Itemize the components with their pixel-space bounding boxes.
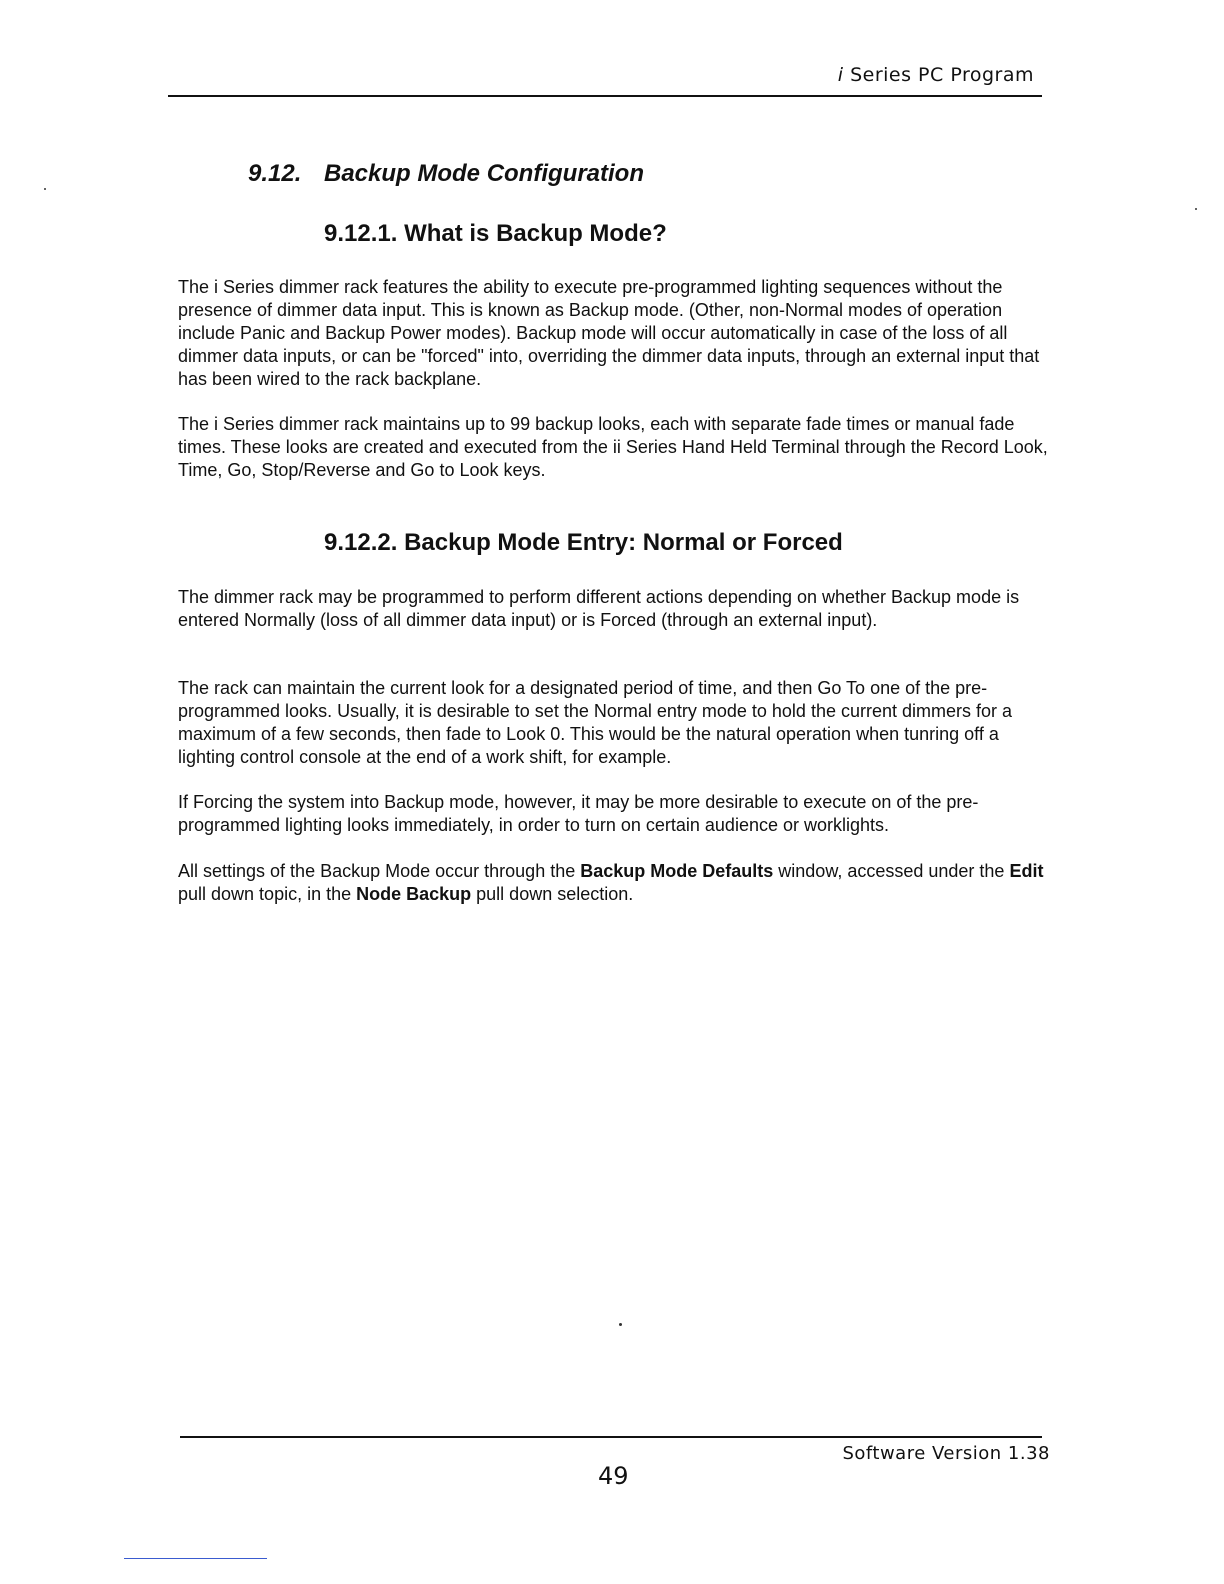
section-title: Backup Mode Configuration [324,160,644,187]
header-title-text: Series PC Program [850,64,1034,86]
software-version: Software Version 1.38 [842,1443,1050,1464]
edit-menu-term: Edit [1009,861,1044,881]
paragraph: The rack can maintain the current look for a designated period of time, and then Go To one of the pre-programmed looks. Usually, it is desirable to set the Normal entry mode to hold the current dimmers for a maximum of a few seconds, then fade to Look 0. This would be the natural operation when tunring off a lighting control console at the end of a work shift, for example. [178,678,1013,767]
header-title [838,64,1034,86]
paragraph: If Forcing the system into Backup mode, however, it may be more desirable to execute on of the pre-programmed lighting looks immediately, in order to turn on certain audience or worklights. [178,792,979,835]
section-heading [248,160,644,188]
text-run: pull down selection. [471,884,634,904]
section-number: 9.12. [248,160,302,187]
node-backup-term: Node Backup [356,884,472,904]
scan-speck [44,188,46,190]
paragraph-settings-location [178,860,1048,906]
paragraph: The i Series dimmer rack features the ability to execute pre-programmed lighting sequences without the presence of dimmer data input. This is known as Backup mode. (Other, non-Normal modes of operation include Panic and Backup Power modes). Backup mode will occur automatically in case of the loss of all dimmer data inputs, or can be "forced" into, overriding the dimmer data inputs, through an external input that has been wired to the rack backplane. [178,277,1040,389]
footer-divider [180,1436,1042,1438]
subsection-heading-2: 9.12.2. Backup Mode Entry: Normal or Forced [324,529,843,556]
subsection-heading-1: 9.12.1. What is Backup Mode? [324,220,667,247]
paragraph: The dimmer rack may be programmed to perform different actions depending on whether Backup mode is entered Normally (loss of all dimmer data input) or is Forced (through an external input). [178,587,1020,630]
scan-edge-mark [124,1558,267,1559]
page-number: 49 [598,1462,629,1490]
text-run: All settings of the Backup Mode occur through the [178,861,581,881]
scan-speck [1195,208,1197,210]
text-run: pull down topic, in the [178,884,357,904]
backup-mode-defaults-term: Backup Mode Defaults [580,861,774,881]
text-run: window, accessed under the [773,861,1010,881]
paragraph: The i Series dimmer rack maintains up to 99 backup looks, each with separate fade times or manual fade times. These looks are created and executed from the ii Series Hand Held Terminal through the Record Look, Time, Go, Stop/Reverse and Go to Look keys. [178,414,1048,480]
header-divider [168,95,1042,97]
scan-speck [619,1323,622,1326]
header-title-prefix: i [837,64,844,86]
